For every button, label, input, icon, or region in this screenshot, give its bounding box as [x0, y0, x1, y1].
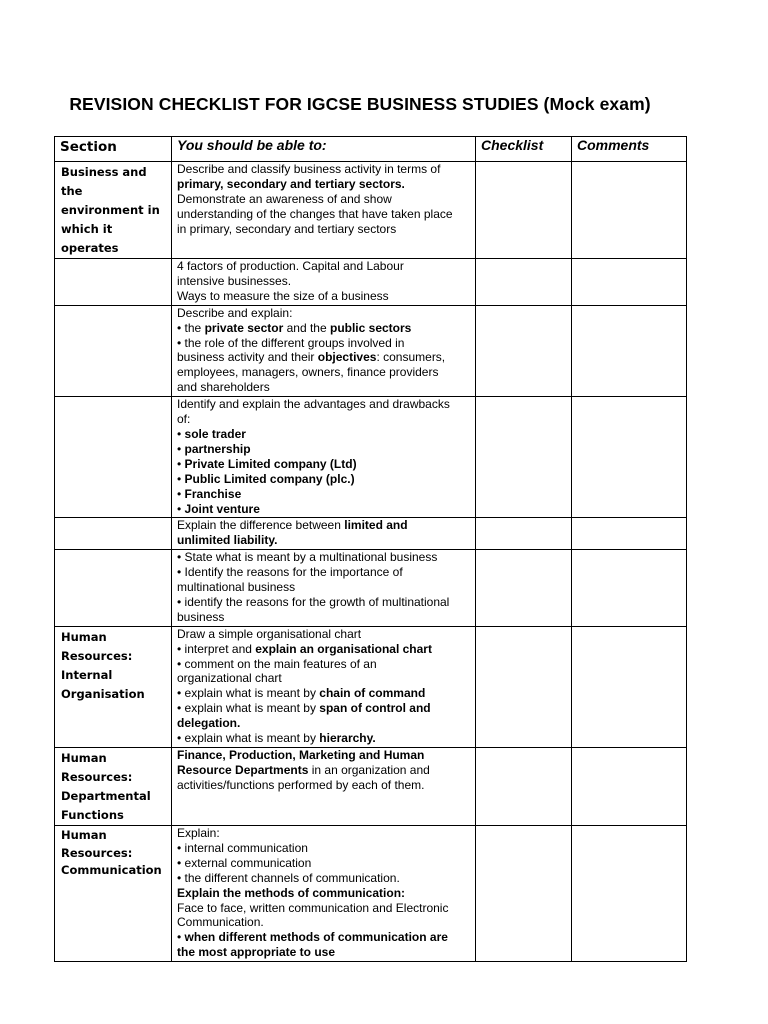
section-cell: Business and the environment in which it operates	[55, 162, 172, 259]
objective-text: primary, secondary and tertiary sectors.	[177, 176, 405, 191]
objectives-cell	[172, 550, 476, 627]
objective-text: in primary, secondary and tertiary sectors	[177, 221, 397, 236]
objective-text: of:	[177, 412, 191, 427]
table-row	[55, 550, 687, 627]
objective-line	[177, 657, 471, 672]
objective-line	[177, 763, 471, 778]
objective-line	[177, 162, 471, 177]
objective-text: chain of command	[319, 686, 426, 701]
comments-cell[interactable]	[572, 748, 687, 826]
objective-line	[177, 748, 471, 763]
section-cell	[55, 518, 172, 550]
section-cell	[55, 397, 172, 518]
objectives-cell	[172, 826, 476, 962]
objective-text: • external communication	[177, 855, 312, 870]
objectives-cell	[172, 518, 476, 550]
objective-text: and the	[283, 320, 330, 335]
checklist-cell[interactable]	[476, 518, 572, 550]
comments-cell[interactable]	[572, 518, 687, 550]
objective-line	[177, 731, 471, 746]
objective-line	[177, 518, 471, 533]
objective-text: delegation.	[177, 716, 241, 731]
section-cell: Human Resources: Internal Organisation	[55, 626, 172, 747]
objective-text: •	[177, 501, 185, 516]
objective-text: business activity and their	[177, 350, 318, 365]
objective-line	[177, 207, 471, 222]
objective-line	[177, 457, 471, 472]
objective-text: Describe and classify business activity in terms of	[177, 162, 441, 176]
revision-checklist-table	[54, 136, 687, 962]
objective-text: limited and	[344, 518, 408, 533]
table-row	[55, 518, 687, 550]
objective-text: intensive businesses.	[177, 273, 292, 288]
objective-text: activities/functions performed by each of them.	[177, 777, 425, 792]
objective-text: • State what is meant by a multinational business	[177, 550, 438, 565]
objective-text: •	[177, 930, 185, 945]
objective-text: •	[177, 486, 185, 501]
table-row	[55, 826, 687, 962]
objective-line	[177, 222, 471, 237]
objective-line	[177, 336, 471, 351]
objective-text: partnership	[184, 441, 251, 456]
objective-line	[177, 442, 471, 457]
checklist-cell[interactable]	[476, 162, 572, 259]
objective-text: Draw a simple organisational chart	[177, 626, 362, 641]
objective-text: • internal communication	[177, 840, 308, 855]
objective-text: •	[177, 456, 185, 471]
objective-line	[177, 192, 471, 207]
objective-text: Explain the difference between	[177, 518, 345, 533]
section-cell	[55, 259, 172, 306]
checklist-cell[interactable]	[476, 550, 572, 627]
objective-text: in an organization and	[308, 762, 430, 777]
objective-text: span of control and	[319, 701, 431, 716]
objective-line	[177, 945, 471, 960]
objective-line	[177, 871, 471, 886]
objective-text: private sector	[204, 320, 284, 335]
checklist-cell[interactable]	[476, 397, 572, 518]
objective-text: •	[177, 441, 185, 456]
objective-line	[177, 565, 471, 580]
objective-line	[177, 856, 471, 871]
objective-line	[177, 610, 471, 625]
objective-text: • the role of the different groups involved in	[177, 335, 405, 350]
objective-text: • explain what is meant by	[177, 731, 320, 746]
objective-text: • identify the reasons for the growth of multinational	[177, 594, 450, 609]
objectives-cell	[172, 259, 476, 306]
objective-text: : consumers,	[376, 350, 446, 365]
comments-cell[interactable]	[572, 259, 687, 306]
objective-text: Joint venture	[184, 501, 260, 516]
section-cell	[55, 550, 172, 627]
objective-text: Face to face, written communication and Electronic	[177, 900, 449, 915]
objective-text: Franchise	[184, 486, 242, 501]
objective-text: understanding of the changes that have taken place	[177, 206, 453, 221]
objective-line	[177, 686, 471, 701]
objective-line	[177, 365, 471, 380]
objective-line	[177, 550, 471, 565]
objective-text: • the	[177, 320, 205, 335]
table-row	[55, 305, 687, 396]
objective-line	[177, 778, 471, 793]
objective-text: Explain the methods of communication:	[177, 885, 406, 900]
objective-text: 4 factors of production. Capital and Labour	[177, 259, 404, 273]
objective-line	[177, 642, 471, 657]
header-section: Section	[55, 137, 172, 162]
objective-line	[177, 259, 471, 274]
header-checklist: Checklist	[476, 137, 572, 162]
comments-cell[interactable]	[572, 305, 687, 396]
objective-line	[177, 595, 471, 610]
objective-text: explain an organisational chart	[255, 641, 432, 656]
objective-text: sole trader	[184, 426, 246, 441]
objective-text: and shareholders	[177, 380, 270, 395]
objective-text: employees, managers, owners, finance providers	[177, 365, 439, 380]
objective-text: • Identify the reasons for the importance of	[177, 565, 403, 580]
objective-line	[177, 886, 471, 901]
table-row	[55, 397, 687, 518]
objective-text: • the different channels of communication.	[177, 870, 400, 885]
checklist-cell[interactable]	[476, 826, 572, 962]
objective-line	[177, 930, 471, 945]
objective-line	[177, 289, 471, 304]
objective-text: Communication.	[177, 915, 264, 930]
objective-line	[177, 177, 471, 192]
objective-text: • interpret and	[177, 641, 256, 656]
objectives-cell	[172, 397, 476, 518]
objective-line	[177, 901, 471, 916]
table-row	[55, 626, 687, 747]
objective-text: •	[177, 426, 185, 441]
objective-text: hierarchy.	[319, 731, 376, 746]
objective-text: the most appropriate to use	[177, 945, 336, 960]
objective-text: unlimited liability.	[177, 533, 278, 548]
objective-text: when different methods of communication are	[184, 930, 448, 945]
objectives-cell	[172, 305, 476, 396]
objective-line	[177, 627, 471, 642]
objective-line	[177, 701, 471, 716]
section-cell: Human Resources: Communication	[55, 826, 172, 962]
objective-line	[177, 412, 471, 427]
objective-text: Demonstrate an awareness of and show	[177, 191, 392, 206]
objective-line	[177, 502, 471, 517]
section-cell: Human Resources: Departmental Functions	[55, 748, 172, 826]
objective-text: Resource Departments	[177, 762, 309, 777]
comments-cell[interactable]	[572, 162, 687, 259]
objective-text: •	[177, 471, 185, 486]
objective-text: organizational chart	[177, 671, 282, 686]
table-row	[55, 748, 687, 826]
table-row	[55, 162, 687, 259]
comments-cell[interactable]	[572, 397, 687, 518]
comments-cell[interactable]	[572, 826, 687, 962]
objective-text: objectives	[317, 350, 377, 365]
objective-text: Ways to measure the size of a business	[177, 288, 389, 303]
checklist-cell[interactable]	[476, 259, 572, 306]
objective-text: Identify and explain the advantages and drawbacks	[177, 397, 450, 412]
checklist-cell[interactable]	[476, 626, 572, 747]
objective-line	[177, 841, 471, 856]
objective-line	[177, 397, 471, 412]
checklist-cell[interactable]	[476, 305, 572, 396]
objective-text: • comment on the main features of an	[177, 656, 377, 671]
objectives-cell	[172, 626, 476, 747]
comments-cell[interactable]	[572, 550, 687, 627]
objective-line	[177, 533, 471, 548]
objective-text: • explain what is meant by	[177, 701, 320, 716]
objective-line	[177, 915, 471, 930]
objective-text: Finance, Production, Marketing and Human	[177, 748, 425, 762]
objective-line	[177, 716, 471, 731]
objectives-cell	[172, 162, 476, 259]
objective-text: public sectors	[329, 320, 412, 335]
objective-line	[177, 826, 471, 841]
objective-line	[177, 321, 471, 336]
objective-line	[177, 350, 471, 365]
objective-text: Explain:	[177, 826, 220, 840]
header-you-should: You should be able to:	[172, 137, 476, 162]
objective-line	[177, 274, 471, 289]
objective-line	[177, 306, 471, 321]
objective-text: multinational business	[177, 580, 296, 595]
table-row	[55, 259, 687, 306]
header-comments: Comments	[572, 137, 687, 162]
objectives-cell	[172, 748, 476, 826]
objective-line	[177, 472, 471, 487]
objective-text: Private Limited company (Ltd)	[184, 456, 357, 471]
header-row	[55, 137, 687, 162]
objective-line	[177, 380, 471, 395]
objective-line	[177, 580, 471, 595]
objective-text: Public Limited company (plc.)	[184, 471, 355, 486]
objective-text: • explain what is meant by	[177, 686, 320, 701]
objective-line	[177, 427, 471, 442]
section-cell	[55, 305, 172, 396]
objective-line	[177, 487, 471, 502]
objective-line	[177, 671, 471, 686]
objective-text: Describe and explain:	[177, 305, 293, 320]
page-title: REVISION CHECKLIST FOR IGCSE BUSINESS STUDIES (Mock exam)	[69, 94, 651, 114]
objective-text: business	[177, 609, 225, 624]
comments-cell[interactable]	[572, 626, 687, 747]
checklist-cell[interactable]	[476, 748, 572, 826]
